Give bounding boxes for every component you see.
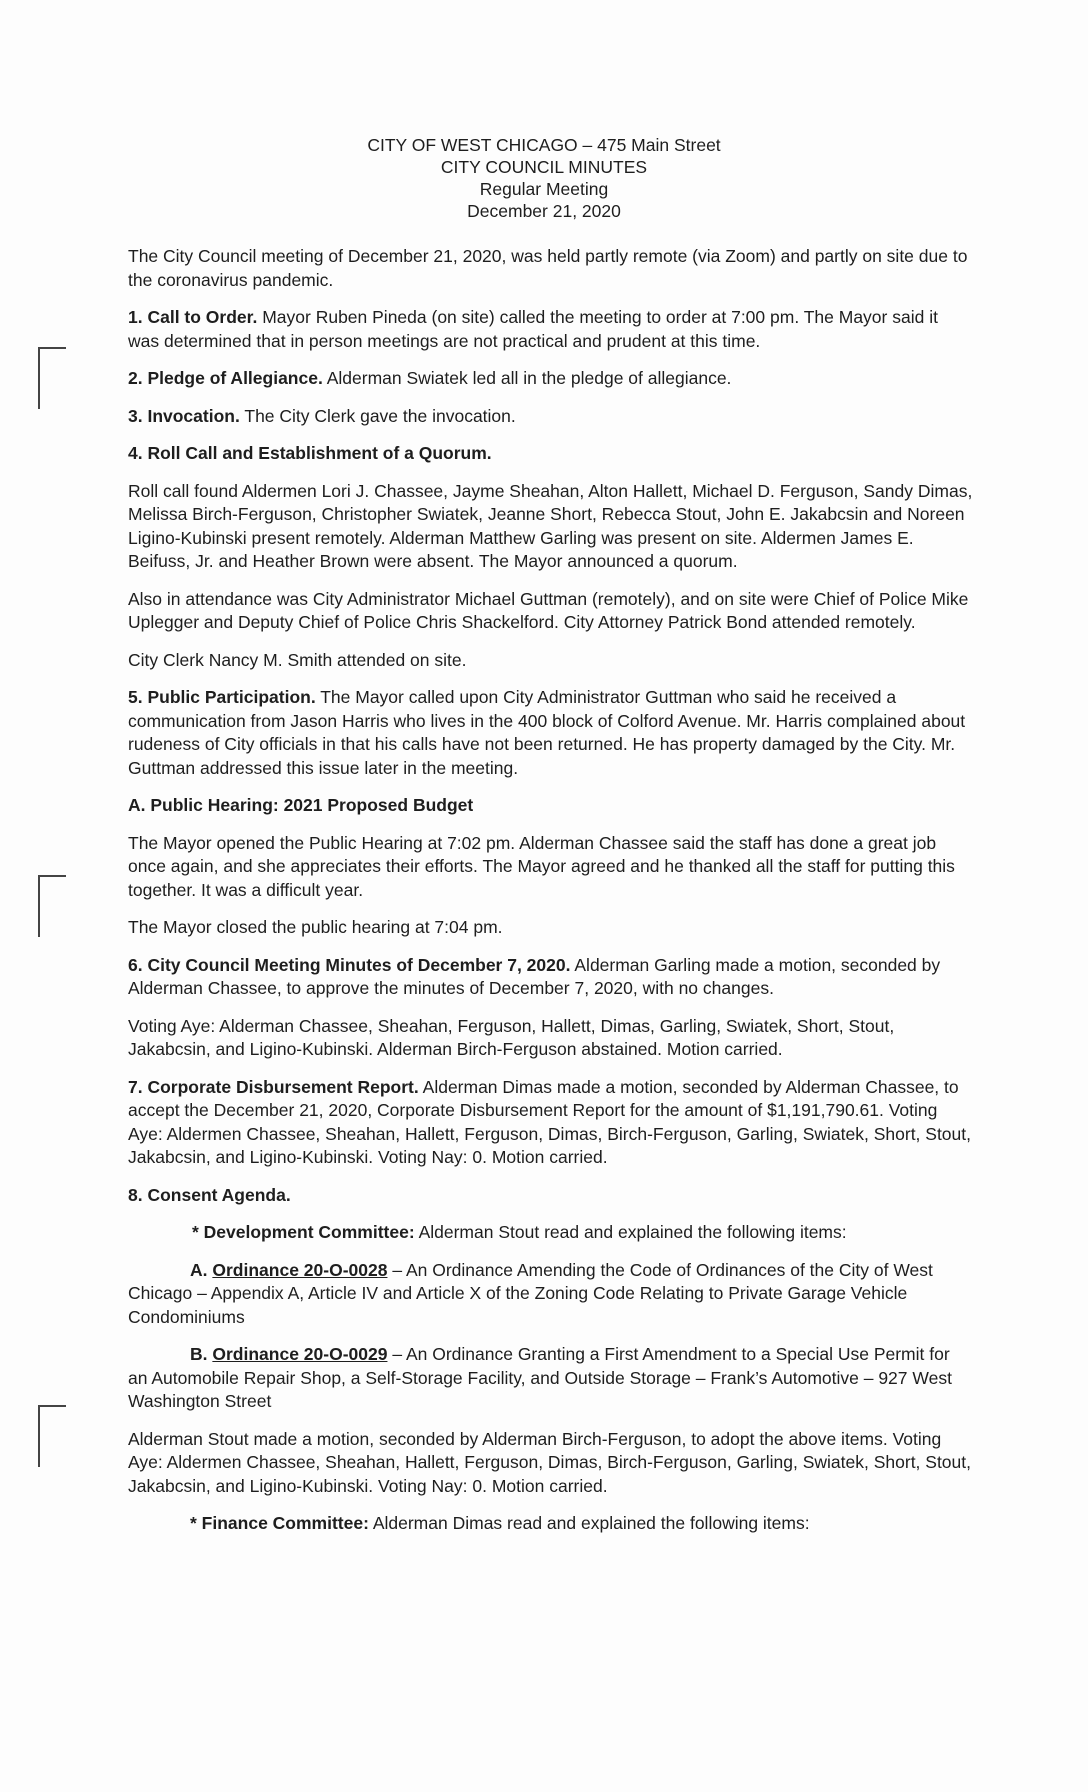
section-call-to-order	[128, 306, 973, 353]
section-text: The Mayor called upon City Administrator Guttman who said he received a communication from Jason Harris who lives in the 400 block of Colford Avenue. Mr. Harris complained about rudeness of City officials in that his calls have not been returned. He has property damaged by the City. Mr. Guttman addressed this issue later in the meeting.	[128, 687, 966, 778]
section-heading: 8. Consent Agenda.	[128, 1184, 291, 1205]
ordinance-link[interactable]: Ordinance 20-O-0029	[212, 1344, 388, 1364]
item-letter: B.	[190, 1344, 213, 1364]
section-roll-call-heading	[128, 442, 973, 466]
ordinance-link[interactable]: Ordinance 20-O-0028	[212, 1259, 388, 1280]
section-heading: 4. Roll Call and Establishment of a Quorum.	[128, 443, 492, 463]
section-text: Alderman Swiatek led all in the pledge of allegiance.	[322, 368, 732, 388]
section-text: Alderman Garling made a motion, seconded by Alderman Chassee, to approve the minutes of December 7, 2020, with no changes.	[128, 954, 941, 998]
section-minutes-approval	[128, 954, 973, 1001]
consent-item-b	[128, 1343, 973, 1414]
public-hearing-close: The Mayor closed the public hearing at 7:04 pm.	[128, 917, 503, 937]
item-letter: A.	[190, 1259, 213, 1280]
clerk-paragraph: City Clerk Nancy M. Smith attended on site.	[128, 649, 467, 670]
binder-hole-mark	[38, 1405, 66, 1467]
header-city-address: CITY OF WEST CHICAGO – 475 Main Street	[367, 135, 721, 155]
committee-label: * Development Committee:	[192, 1222, 415, 1242]
committee-label: * Finance Committee:	[190, 1513, 369, 1533]
section-heading: 3. Invocation.	[128, 405, 240, 426]
section-public-participation	[128, 686, 973, 780]
section-text: Alderman Dimas made a motion, seconded by Alderman Chassee, to accept the December 21, 2020, Corporate Disbursement Report for the amount of $1,191,790.61. Voting Aye: Aldermen Chassee, Sheahan, Hallett, Ferguson, Dimas, Birch-Ferguson, Garling, Swiatek, Short, Stout, Jakabcsin, and Ligino-Kubinski. Voting Nay: 0. Motion carried.	[128, 1076, 971, 1167]
header-title: CITY COUNCIL MINUTES	[440, 157, 648, 177]
roll-call-paragraph: Roll call found Aldermen Lori J. Chassee, Jayme Sheahan, Alton Hallett, Michael D. Ferguson, Sandy Dimas, Melissa Birch-Ferguson, Christopher Swiatek, Jeanne Short, Rebecca Stout, John E. Jakabcsin and Noreen Ligino-Kubinski present remotely. Alderman Matthew Garling was present on site. Aldermen James E. Beifuss, Jr. and Heather Brown were absent. The Mayor announced a quorum.	[128, 480, 973, 571]
section-public-hearing-heading	[128, 794, 973, 818]
header-date: December 21, 2020	[467, 201, 621, 221]
committee-text: Alderman Stout read and explained the following items:	[414, 1222, 847, 1242]
section-disbursement-report	[128, 1076, 973, 1170]
consent-motion: Alderman Stout made a motion, seconded by Alderman Birch-Ferguson, to adopt the above items. Voting Aye: Aldermen Chassee, Sheahan, Hallett, Ferguson, Dimas, Birch-Ferguson, Garling, Swiatek, Short, Stout, Jakabcsin, and Ligino-Kubinski. Voting Nay: 0. Motion carried.	[128, 1428, 971, 1496]
minutes-body	[128, 245, 973, 1550]
section-consent-agenda-heading	[128, 1184, 973, 1208]
consent-item-a	[128, 1259, 973, 1330]
section-heading: 1. Call to Order.	[128, 307, 258, 327]
minutes-vote: Voting Aye: Alderman Chassee, Sheahan, Ferguson, Hallett, Dimas, Garling, Swiatek, Short, Stout, Jakabcsin, and Ligino-Kubinski. Alderman Birch-Ferguson abstained. Motion carried.	[128, 1015, 895, 1059]
section-pledge	[128, 367, 973, 391]
header-meeting-type: Regular Meeting	[479, 179, 609, 199]
binder-hole-mark	[38, 875, 66, 937]
section-invocation	[128, 405, 973, 429]
development-committee-line	[128, 1221, 973, 1245]
public-hearing-paragraph: The Mayor opened the Public Hearing at 7:02 pm. Alderman Chassee said the staff has done a great job once again, and she appreciates their efforts. The Mayor agreed and he thanked all the staff for putting this together. It was a difficult year.	[128, 832, 955, 900]
section-heading: 2. Pledge of Allegiance.	[128, 368, 323, 388]
item-text: – An Ordinance Granting a First Amendment to a Special Use Permit for an Automobile Repair Shop, a Self-Storage Facility, and Outside Storage – Frank’s Automotive – 927 West Washington Street	[128, 1344, 952, 1411]
committee-text: Alderman Dimas read and explained the following items:	[368, 1513, 810, 1533]
section-heading: 7. Corporate Disbursement Report.	[128, 1076, 419, 1097]
document-header	[0, 134, 1088, 222]
section-text: Mayor Ruben Pineda (on site) called the meeting to order at 7:00 pm. The Mayor said it was determined that in person meetings are not practical and prudent at this time.	[128, 307, 938, 351]
item-text: – An Ordinance Amending the Code of Ordinances of the City of West Chicago – Appendix A, Article IV and Article X of the Zoning Code Relating to Private Garage Vehicle Condominiums	[128, 1259, 933, 1327]
section-text: The City Clerk gave the invocation.	[239, 405, 516, 426]
section-heading: 6. City Council Meeting Minutes of December 7, 2020.	[128, 954, 571, 975]
section-heading: A. Public Hearing: 2021 Proposed Budget	[128, 795, 474, 815]
section-heading: 5. Public Participation.	[128, 687, 316, 707]
finance-committee-line	[128, 1512, 973, 1536]
attendance-paragraph: Also in attendance was City Administrator Michael Guttman (remotely), and on site were Chief of Police Mike Uplegger and Deputy Chief of Police Chris Shackelford. City Attorney Patrick Bond attended remotely.	[128, 588, 969, 632]
intro-paragraph: The City Council meeting of December 21, 2020, was held partly remote (via Zoom) and partly on site due to the coronavirus pandemic.	[128, 246, 968, 290]
binder-hole-mark	[38, 347, 66, 409]
